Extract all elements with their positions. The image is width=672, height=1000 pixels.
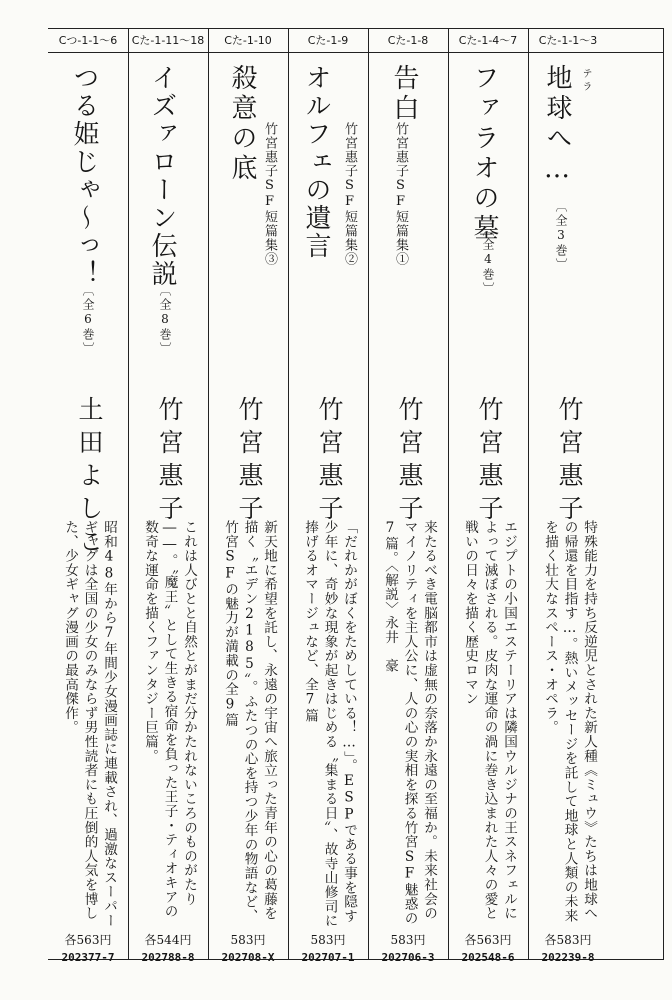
price-label: 各583円 <box>544 933 592 947</box>
book-title: 殺意の底 <box>227 64 257 184</box>
book-title: つる姫じゃ〜っ！ <box>69 64 99 288</box>
series-subtitle: 竹宮惠子SF短篇集③ <box>262 122 277 266</box>
book-entry <box>48 28 128 964</box>
book-description: 「だれかがぼくをためしている！…」。ESPである事を隠す少年に、奇妙な現象が起きはじめる〝集まる日〟、故寺山修司に捧げるオマージュなど、全7篇 <box>302 520 357 928</box>
author-name: 竹宮惠子 <box>235 396 264 528</box>
volume-count: 〔 全3巻 〕 <box>554 200 568 272</box>
book-title: イズァローン伝説 <box>147 64 177 288</box>
author-name: 竹宮惠子 <box>555 396 584 528</box>
isbn-code: 202708-X <box>221 951 275 964</box>
catalog-code: Cた-1-1〜3 <box>538 34 598 47</box>
book-description: これは人びとと自然とがまだ分かたれないころのものがたり――。〝魔王〟として生きる宿命を負った王子・ティオキアの数奇な運命を描くファンタジー巨篇。 <box>142 520 197 919</box>
book-description: 新天地に希望を託し、永遠の宇宙へ旅立った青年の心の葛藤を描く〝エデン2185〟。ふたつの心を持つ少年の物語など、竹宮SFの魅力が満載の全9篇 <box>222 520 277 924</box>
price-label: 583円 <box>230 933 266 947</box>
book-description: 来たるべき電脳都市は虚無の奈落か永遠の至福か。未来社会のマイノリティを主人公に、人の心の実相を探る竹宮SF魅惑の7篇。〈解説〉永井 豪 <box>382 520 437 926</box>
book-entry <box>128 28 208 964</box>
right-rule <box>663 28 664 960</box>
price-label: 583円 <box>310 933 346 947</box>
volume-count: 〔 全6巻 〕 <box>81 284 95 356</box>
isbn-code: 202707-1 <box>301 951 355 964</box>
volume-count: 〔 全8巻 〕 <box>158 284 172 356</box>
author-name: 土田よしこ <box>75 396 104 561</box>
volume-count: 〔 全4巻 〕 <box>481 224 495 296</box>
series-subtitle: 竹宮惠子SF短篇集① <box>393 122 408 266</box>
catalog-code: Cた-1-4〜7 <box>458 34 518 47</box>
book-description: 特殊能力を持ち反逆児とされた新人種《ミュウ》たちは地球への帰還を目指す…。熱いメッセージを託して地球と人類の未来を描く壮大なスペース・オペラ。 <box>542 520 597 923</box>
isbn-code: 202788-8 <box>141 951 195 964</box>
catalog-code: Cた-1-10 <box>224 34 272 47</box>
book-description: 昭和48年から7年間少女漫画誌に連載され、過激なスーパーギャグは全国の少女のみならず男性読者にも圧倒的人気を博した、少女ギャグ漫画の最高傑作。 <box>62 520 117 928</box>
price-label: 各563円 <box>464 933 512 947</box>
isbn-code: 202377-7 <box>61 951 115 964</box>
title-ruby: テラ <box>580 68 591 94</box>
book-title: 告白 <box>389 64 419 124</box>
series-subtitle: 竹宮惠子SF短篇集② <box>342 122 357 266</box>
book-entry <box>448 28 528 964</box>
author-name: 竹宮惠子 <box>395 396 424 528</box>
price-label: 各563円 <box>64 933 112 947</box>
price-label: 各544円 <box>144 933 192 947</box>
catalog-code: Cた-1-9 <box>307 34 349 47</box>
book-title: 地球へ… <box>542 64 572 188</box>
author-name: 竹宮惠子 <box>475 396 504 528</box>
catalog-code: Cつ-1-1〜6 <box>58 34 118 47</box>
author-name: 竹宮惠子 <box>315 396 344 528</box>
catalog-code: Cた-1-11〜18 <box>131 34 205 47</box>
book-entry <box>288 28 368 964</box>
book-title: オルフェの遺言 <box>301 64 331 260</box>
catalog-code: Cた-1-8 <box>387 34 429 47</box>
price-label: 583円 <box>390 933 426 947</box>
book-entry <box>208 28 288 964</box>
book-entry <box>528 28 608 964</box>
isbn-code: 202239-8 <box>541 951 595 964</box>
isbn-code: 202706-3 <box>381 951 435 964</box>
book-entry <box>368 28 448 964</box>
book-description: エジプトの小国エステーリアは隣国ウルジナの王スネフェルによって滅ぼされる。皮肉な運命の渦に巻き込まれた人々の愛と戦いの日々を描く歴史ロマン <box>462 520 517 921</box>
isbn-code: 202548-6 <box>461 951 515 964</box>
book-title: ファラオの墓 <box>469 64 499 244</box>
author-name: 竹宮惠子 <box>155 396 184 528</box>
